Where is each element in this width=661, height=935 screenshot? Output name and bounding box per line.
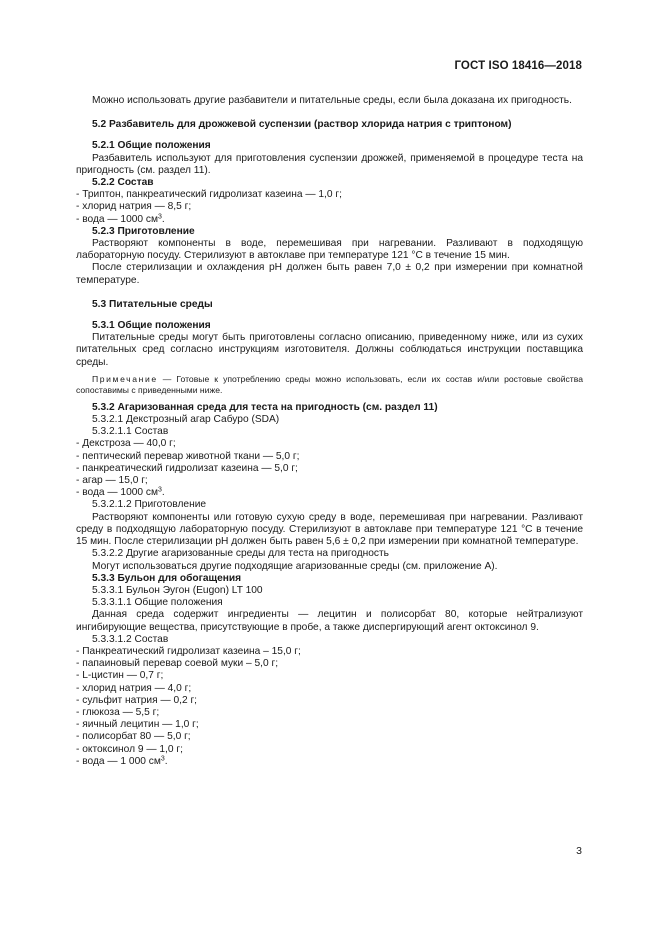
- section-5-3-3-1-2-heading: 5.3.3.1.2 Состав: [92, 633, 169, 645]
- list-item: - Декстроза — 40,0 г;: [76, 438, 176, 450]
- section-5-3-3-1-1-text: Данная среда содержит ингредиенты — лецитин и полисорбат 80, которые нейтрализуют ингибирующие вещества, присутствующие в пробе, а также диспергирующий агент октоксинол 9.: [76, 609, 583, 633]
- section-5-2-heading: 5.2 Разбавитель для дрожжевой суспензии (раствор хлорида натрия с триптоном): [92, 119, 512, 131]
- superscript: 3: [160, 755, 165, 763]
- section-5-3-3-1-1-heading: 5.3.3.1.1 Общие положения: [92, 597, 223, 609]
- list-item: - глюкоза — 5,5 г;: [76, 706, 160, 718]
- section-5-2-1-heading: 5.2.1 Общие положения: [92, 140, 211, 152]
- list-item: - Триптон, панкреатический гидролизат казеина — 1,0 г;: [76, 189, 342, 201]
- section-5-3-2-2-text: Могут использоваться другие подходящие агаризованные среды (см. приложение А).: [92, 560, 498, 572]
- page-number: 3: [576, 845, 582, 857]
- list-item: - агар — 15,0 г;: [76, 475, 148, 487]
- list-item: [76, 487, 583, 499]
- section-5-2-2-heading: 5.2.2 Состав: [92, 177, 154, 189]
- note-label: Примечание: [92, 373, 158, 384]
- section-5-2-1-text: Разбавитель используют для приготовления суспензии дрожжей, применяемой в процедуре теста на пригодность (см. раздел 11).: [76, 152, 583, 176]
- list-item: - Панкреатический гидролизат казеина – 15,0 г;: [76, 645, 301, 657]
- list-item-end: .: [161, 487, 165, 499]
- section-5-2-3-heading: 5.2.3 Приготовление: [92, 225, 195, 237]
- list-item: - хлорид натрия — 8,5 г;: [76, 201, 192, 213]
- list-item-end: .: [164, 755, 168, 767]
- section-5-3-2-1-2-text: Растворяют компоненты или готовую сухую среду в воде, перемешивая при нагревании. Разливают среду в подходящую лабораторную посуду. Стерилизуют в автоклаве при температуре 121 °С в течение 15 мин. После стерилизации рН должен быть равен 5,6 ± 0,2 при измерении при комнатной температуре.: [76, 511, 583, 548]
- list-item: - L-цистин — 0,7 г;: [76, 670, 164, 682]
- note-text: — Готовые к употреблению среды можно использовать, если их состав и/или ростовые свойства сопоставимы с приведенными ниже.: [76, 373, 583, 396]
- section-5-2-3-text-2: После стерилизации и охлаждения рН должен быть равен 7,0 ± 0,2 при измерении при комнатной температуре.: [76, 262, 583, 286]
- list-item: - сульфит натрия — 0,2 г;: [76, 694, 198, 706]
- section-5-3-1-text: Питательные среды могут быть приготовлены согласно описанию, приведенному ниже, или из сухих питательных сред согласно инструкциям изготовителя. Должны соблюдаться инструкции поставщика среды.: [76, 332, 583, 368]
- section-5-3-3-heading: 5.3.3 Бульон для обогащения: [92, 572, 242, 584]
- section-5-2-3-text-1: Растворяют компоненты в воде, перемешивая при нагревании. Разливают в подходящую лабораторную посуду. Стерилизуют в автоклаве при температуре 121 °С в течение 15 мин.: [76, 238, 583, 262]
- list-item-end: .: [161, 213, 165, 225]
- section-5-3-heading: 5.3 Питательные среды: [92, 298, 213, 310]
- document-body: [76, 95, 583, 768]
- section-5-3-2-2-heading: 5.3.2.2 Другие агаризованные среды для теста на пригодность: [92, 548, 389, 560]
- section-5-3-2-1-2-heading: 5.3.2.1.2 Приготовление: [92, 499, 207, 511]
- list-item: - хлорид натрия — 4,0 г;: [76, 682, 192, 694]
- section-5-3-3-1-heading: 5.3.3.1 Бульон Эугон (Eugon) LT 100: [92, 584, 263, 596]
- list-item-text: - вода — 1000 см: [76, 213, 159, 225]
- superscript: 3: [158, 486, 162, 494]
- list-item-text: - вода — 1000 см: [76, 487, 159, 499]
- list-item: - пептический перевар животной ткани — 5,0 г;: [76, 450, 300, 462]
- section-5-3-1-heading: 5.3.1 Общие положения: [92, 320, 211, 332]
- section-5-3-2-1-heading: 5.3.2.1 Декстрозный агар Сабуро (SDA): [92, 414, 280, 426]
- composition-list-5-3-3-1-2: [76, 646, 583, 768]
- composition-list-5-2-2: [76, 189, 583, 226]
- section-5-3-2-heading: 5.3.2 Агаризованная среда для теста на пригодность (см. раздел 11): [92, 401, 438, 413]
- list-item: - панкреатический гидролизат казеина — 5,0 г;: [76, 462, 298, 474]
- list-item: - октоксинол 9 — 1,0 г;: [76, 743, 183, 755]
- standard-header: ГОСТ ISO 18416—2018: [454, 60, 582, 72]
- composition-list-5-3-2-1-1: [76, 438, 583, 499]
- intro-paragraph: Можно использовать другие разбавители и питательные среды, если была доказана их пригодность.: [92, 95, 572, 106]
- list-item: - папаиновый перевар соевой муки – 5,0 г;: [76, 658, 279, 670]
- list-item: [76, 756, 583, 768]
- list-item: - полисорбат 80 — 5,0 г;: [76, 731, 191, 743]
- superscript: 3: [158, 213, 162, 221]
- list-item: - яичный лецитин — 1,0 г;: [76, 719, 199, 731]
- note-paragraph: [76, 374, 583, 397]
- list-item: [76, 214, 583, 226]
- section-5-3-2-1-1-heading: 5.3.2.1.1 Состав: [92, 426, 169, 438]
- list-item-text: - вода — 1 000 см: [76, 755, 161, 767]
